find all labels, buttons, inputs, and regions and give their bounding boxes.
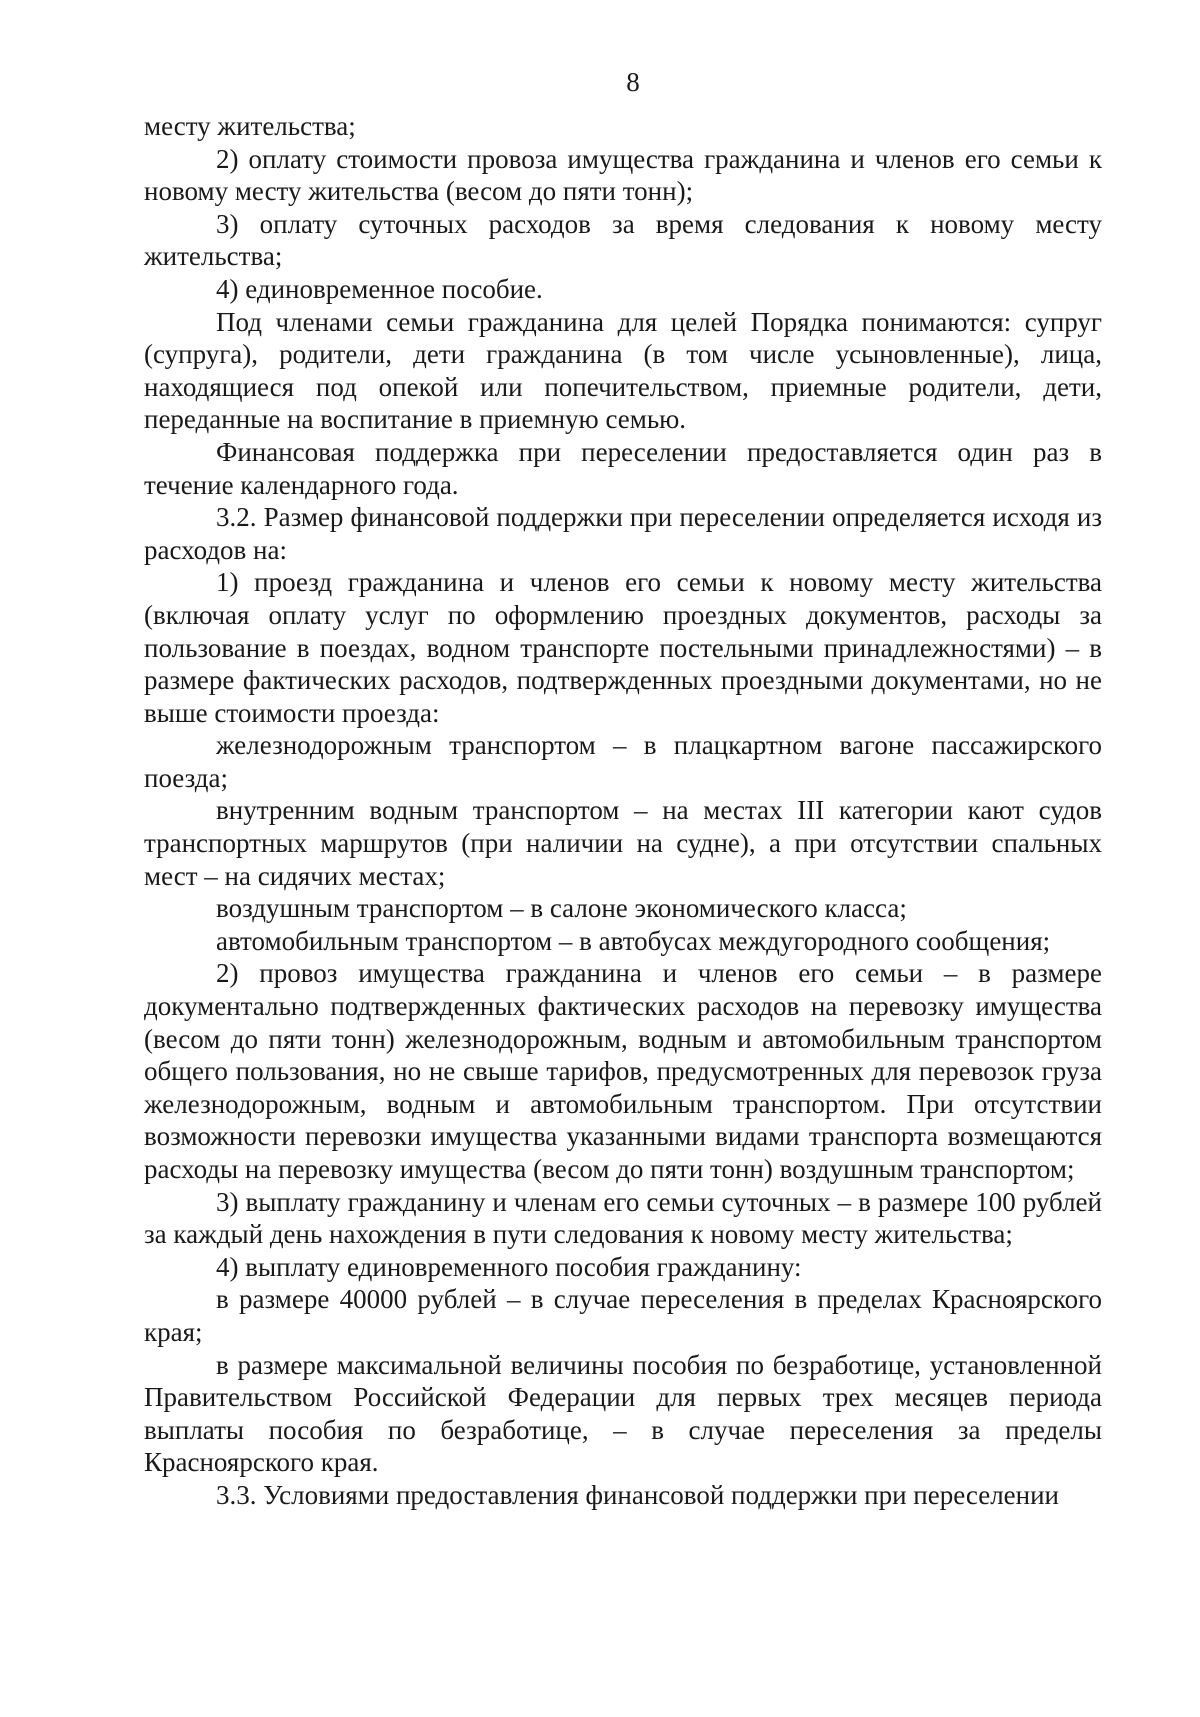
paragraph: 4) единовременное пособие.: [216, 273, 543, 304]
paragraph: 2) оплату стоимости провоза имущества гражданина и членов его семьи к новому месту жительства (весом до пяти тонн);: [144, 143, 1102, 207]
paragraph: внутренним водным транспортом – на местах III категории кают судов транспортных маршрутов (при наличии на судне), а при отсутствии спальных мест – на сидячих местах;: [144, 795, 1102, 891]
paragraph: воздушным транспортом – в салоне экономического класса;: [216, 893, 907, 924]
paragraph: 3) оплату суточных расходов за время следования к новому месту жительства;: [144, 208, 1102, 272]
paragraph: 2) провоз имущества гражданина и членов его семьи – в размере документально подтвержденных фактических расходов на перевозку имущества (весом до пяти тонн) железнодорожным, водным и автомобильным транспортом общего пользования, но не свыше тарифов, предусмотренных для перевозок груза железнодорожным, водным и автомобильным транспортом. При отсутствии возможности перевозки имущества указанными видами транспорта возмещаются расходы на перевозку имущества (весом до пяти тонн) воздушным транспортом;: [144, 958, 1102, 1184]
document-body: [144, 110, 1102, 1512]
paragraph: железнодорожным транспортом – в плацкартном вагоне пассажирского поезда;: [144, 730, 1102, 793]
paragraph: в размере 40000 рублей – в случае переселения в пределах Красноярского края;: [144, 1284, 1102, 1347]
paragraph: 3.2. Размер финансовой поддержки при переселении определяется исходя из расходов на:: [144, 502, 1102, 565]
paragraph: Финансовая поддержка при переселении предоставляется один раз в течение календарного года.: [144, 436, 1102, 500]
paragraph: Под членами семьи гражданина для целей Порядка понимаются: супруг (супруга), родители, дети гражданина (в том числе усыновленные), лица, находящиеся под опекой или попечительством, приемные родители, дети, переданные на воспитание в приемную семью.: [144, 306, 1102, 435]
paragraph: в размере максимальной величины пособия по безработице, установленной Правительством Российской Федерации для первых трех месяцев периода выплаты пособия по безработице, – в случае переселения за пределы Красноярского края.: [144, 1349, 1102, 1478]
page-number: 8: [626, 67, 640, 97]
paragraph: 3.3. Условиями предоставления финансовой поддержки при переселении: [216, 1479, 1059, 1510]
paragraph: 3) выплату гражданину и членам его семьи суточных – в размере 100 рублей за каждый день нахождения в пути следования к новому месту жительства;: [144, 1186, 1102, 1250]
paragraph: 4) выплату единовременного пособия гражданину:: [216, 1251, 802, 1282]
paragraph: 1) проезд гражданина и членов его семьи к новому месту жительства (включая оплату услуг по оформлению проездных документов, расходы за пользование в поездах, водном транспорте постельными принадлежностями) – в размере фактических расходов, подтвержденных проездными документами, но не выше стоимости проезда:: [144, 567, 1102, 728]
paragraph: автомобильным транспортом – в автобусах междугородного сообщения;: [216, 925, 1051, 956]
paragraph: месту жительства;: [144, 111, 356, 141]
